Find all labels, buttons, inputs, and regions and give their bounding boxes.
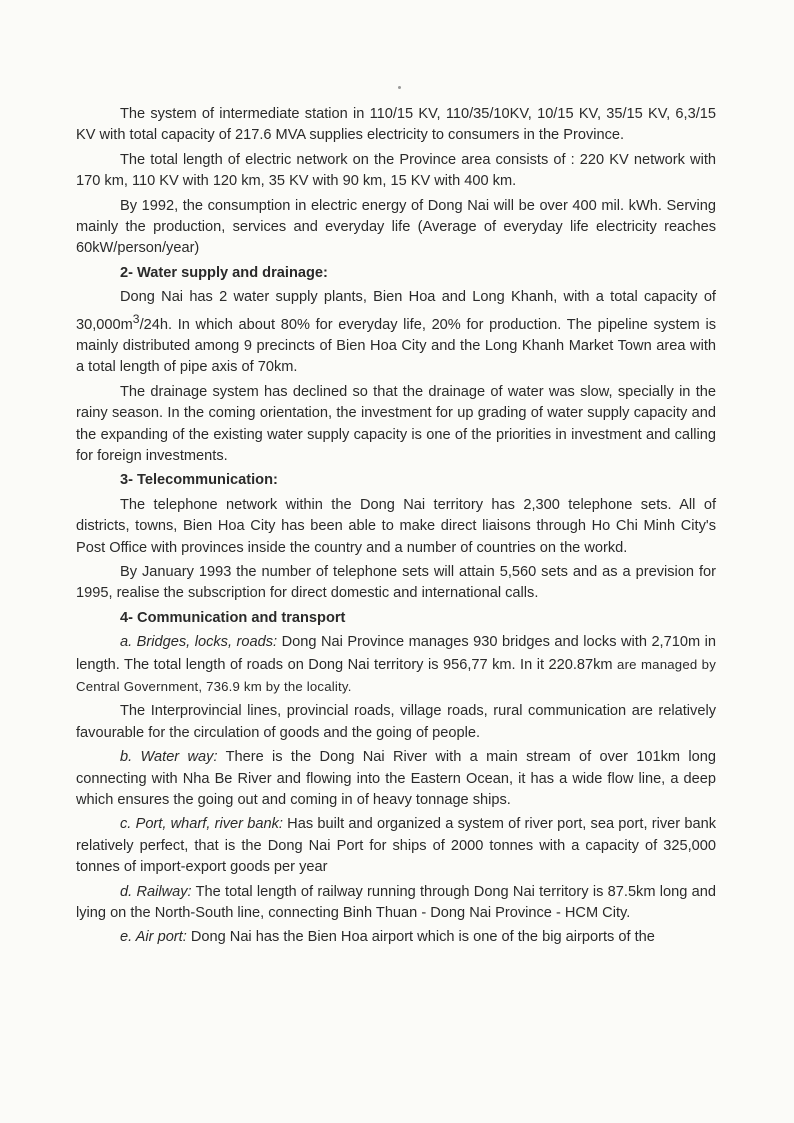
paragraph-telephone-network: The telephone network within the Dong Nai territory has 2,300 telephone sets. All of districts, towns, Bien Hoa City has been able to make direct liaisons through Ho Chi Minh City's Post Office with provinces inside the country and a number of countries on the workd. — [76, 496, 716, 556]
water-way-text: There is the Dong Nai River with a main stream of over 101km long connecting with Nha Be River and flowing into the Eastern Ocean, it has a wide flow line, a deep which ensures the going out and coming in of heavy tonnage ships. — [76, 749, 716, 809]
paragraph-water-plants — [76, 287, 716, 378]
heading-communication-transport: 4- Communication and transport — [120, 609, 346, 626]
air-port-text: Dong Nai has the Bien Hoa airport which is one of the big airports of the — [186, 929, 655, 946]
paragraph-drainage: The drainage system has declined so that the drainage of water was slow, specially in the rainy season. In the coming orientation, the investment for up grading of water supply capacity and the expanding of the existing water supply capacity is one of the priorities in investment and calling for foreign investments. — [76, 383, 716, 464]
heading-water-supply: 2- Water supply and drainage: — [120, 264, 328, 281]
paragraph-telephone-prevision: By January 1993 the number of telephone sets will attain 5,560 sets and as a prevision for 1995, realise the subscription for direct domestic and international calls. — [76, 563, 716, 602]
railway-text: The total length of railway running through Dong Nai territory is 87.5km long and lying on the North-South line, connecting Binh Thuan - Dong Nai Province - HCM City. — [76, 883, 716, 922]
cubic-superscript: 3 — [132, 311, 140, 326]
scan-speck — [398, 86, 401, 89]
bridges-label: a. Bridges, locks, roads: — [120, 634, 278, 651]
paragraph-water-way — [76, 747, 716, 811]
heading-telecommunication: 3- Telecommunication: — [120, 472, 278, 489]
railway-label: d. Railway: — [120, 883, 192, 900]
paragraph-air-port — [76, 927, 716, 948]
paragraph-substations: The system of intermediate station in 110/15 KV, 110/35/10KV, 10/15 KV, 35/15 KV, 6,3/15 KV with total capacity of 217.6 MVA supplies electricity to consumers in the Province. — [76, 106, 716, 144]
paragraph-network-length: The total length of electric network on the Province area consists of : 220 KV network with 170 km, 110 KV with 120 km, 35 KV with 90 km, 15 KV with 400 km. — [76, 151, 716, 190]
water-capacity-text: Dong Nai has 2 water supply plants, Bien Hoa and Long Khanh, with a total capacity of 30,000m — [76, 289, 716, 333]
paragraph-port — [76, 814, 716, 878]
port-label: c. Port, wharf, river bank: — [120, 816, 283, 833]
bridges-text: Dong Nai Province manages 930 bridges and locks with 2,710m in length. The total length of roads on Dong Nai territory is 956,77 km. In it 220.87km — [76, 634, 716, 673]
paragraph-consumption: By 1992, the consumption in electric energy of Dong Nai will be over 400 mil. kWh. Serving mainly the production, services and everyday life (Average of everyday life electricity reaches 60kW/person/year) — [76, 197, 716, 257]
port-text: Has built and organized a system of river port, sea port, river bank relatively perfect, that is the Dong Nai Port for ships of 2000 tonnes with a capacity of 325,000 tonnes of import-export goods per year — [76, 816, 716, 876]
air-port-label: e. Air port: — [120, 929, 187, 946]
bridges-text-small: are managed by Central Government, 736.9 km by the locality. — [76, 656, 716, 695]
water-way-label: b. Water way: — [120, 749, 218, 766]
paragraph-bridges-roads — [76, 632, 716, 698]
paragraph-interprovincial: The Interprovincial lines, provincial roads, village roads, rural communication are relatively favourable for the circulation of goods and the going of people. — [76, 703, 716, 741]
paragraph-railway — [76, 882, 716, 925]
water-distribution-text: /24h. In which about 80% for everyday life, 20% for production. The pipeline system is mainly distributed among 9 precincts of Bien Hoa City and the Long Khanh Market Town area with a total length of pipe axis of 70km. — [76, 316, 716, 376]
